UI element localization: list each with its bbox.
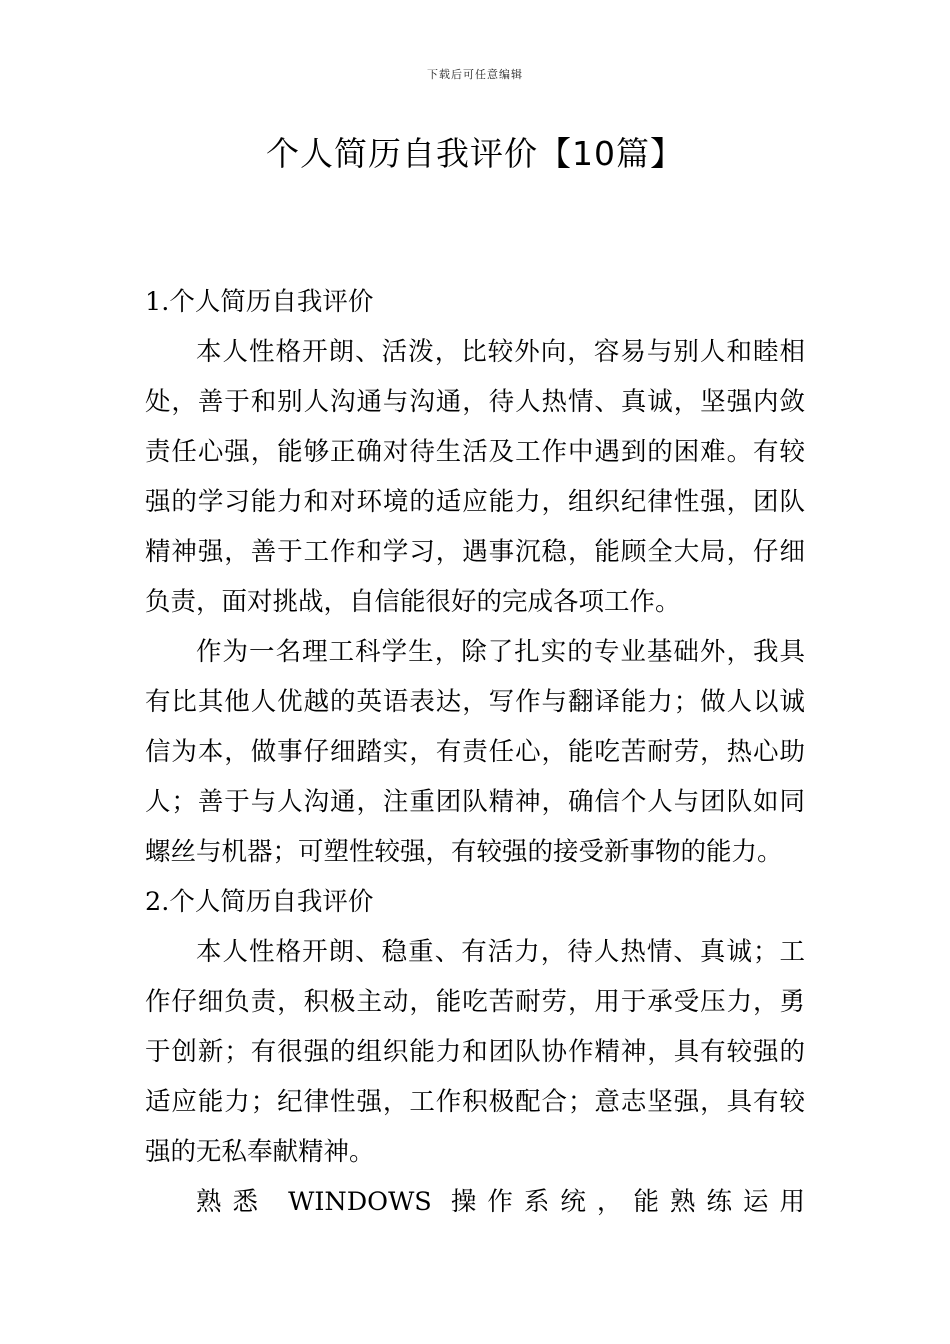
paragraph: 作为一名理工科学生，除了扎实的专业基础外，我具有比其他人优越的英语表达，写作与翻译能力；做人以诚信为本，做事仔细踏实，有责任心，能吃苦耐劳，热心助人；善于与人沟通，注重团队精神，确信个人与团队如同螺丝与机器；可塑性较强，有较强的接受新事物的能力。 bbox=[145, 637, 805, 867]
section-heading: 2.个人简历自我评价 bbox=[145, 887, 374, 917]
section-heading: 1.个人简历自我评价 bbox=[145, 287, 374, 317]
paragraph: 熟悉 WINDOWS 操作系统，能熟练运用 bbox=[196, 1187, 805, 1217]
section-1 bbox=[145, 277, 805, 877]
paragraph: 本人性格开朗、稳重、有活力，待人热情、真诚；工作仔细负责，积极主动，能吃苦耐劳，用于承受压力，勇于创新；有很强的组织能力和团队协作精神，具有较强的适应能力；纪律性强，工作积极配合；意志坚强，具有较强的无私奉献精神。 bbox=[145, 937, 805, 1167]
document-body bbox=[145, 277, 805, 1227]
section-2 bbox=[145, 877, 805, 1227]
header-note: 下载后可任意编辑 bbox=[427, 68, 523, 81]
paragraph: 本人性格开朗、活泼，比较外向，容易与别人和睦相处，善于和别人沟通与沟通，待人热情、真诚，坚强内敛责任心强，能够正确对待生活及工作中遇到的困难。有较强的学习能力和对环境的适应能力，组织纪律性强，团队精神强，善于工作和学习，遇事沉稳，能顾全大局，仔细负责，面对挑战，自信能很好的完成各项工作。 bbox=[145, 337, 805, 617]
document-title: 个人简历自我评价【10篇】 bbox=[266, 134, 684, 173]
